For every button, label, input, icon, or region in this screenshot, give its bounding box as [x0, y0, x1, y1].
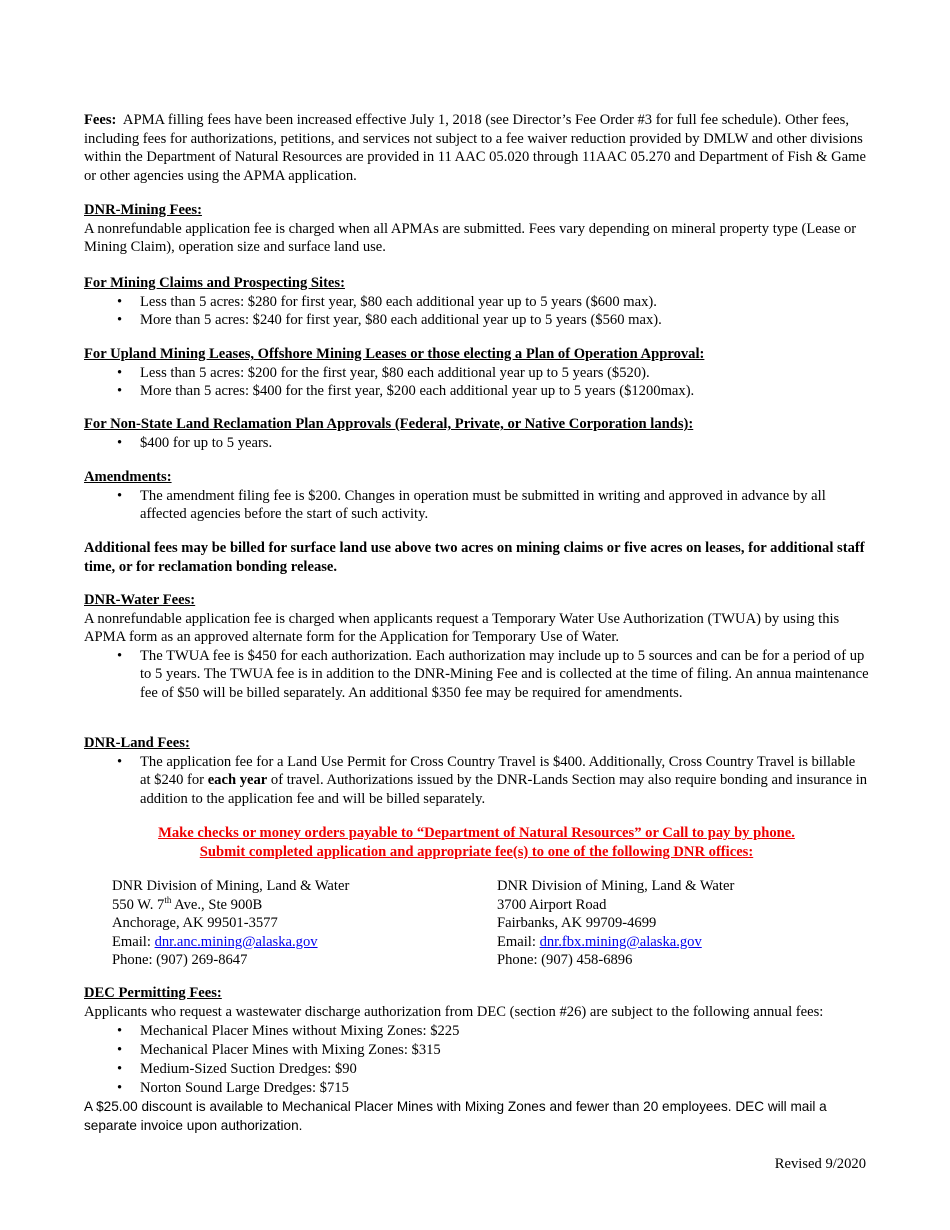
office-email: Email: dnr.fbx.mining@alaska.gov — [497, 933, 702, 950]
mining-heading: DNR-Mining Fees: — [84, 202, 202, 218]
office-city: Fairbanks, AK 99709-4699 — [497, 915, 657, 931]
list-item: • Medium-Sized Suction Dredges: $90 — [84, 1060, 869, 1079]
fees-paragraph: Fees: APMA filling fees have been increased effective July 1, 2018 (see Director’s Fee Order #3 for full fee schedule). Other fees, including fees for authorizations, petitions, and services not subject to a fee waiver reduction provided by DMLW and other divisions within the Department of Natural Resources are provided in 11 AAC 05.020 through 11AAC 05.270 and Department of Fish & Game or other agencies using the APMA application. — [84, 112, 866, 184]
water-heading: DNR-Water Fees: — [84, 592, 196, 608]
office-name: DNR Division of Mining, Land & Water — [497, 878, 735, 894]
upland-heading: For Upland Mining Leases, Offshore Mining Leases or those electing a Plan of Operation Approval: — [84, 346, 705, 362]
claims-section — [84, 274, 869, 330]
office-street: 3700 Airport Road — [497, 896, 607, 913]
list-item: • The TWUA fee is $450 for each authorization. Each authorization may include up to 5 sources and can be for a period of up to 5 years. The TWUA fee is in addition to the DNR-Mining Fee and is collected at the time of filing. An annua maintenance fee of $50 will be billed separately. An additional $350 fee may be required for amendments. — [84, 647, 869, 703]
email-link[interactable]: dnr.fbx.mining@alaska.gov — [539, 933, 702, 950]
submit-notice-line: Submit completed application and appropriate fee(s) to one of the following DNR offices: — [199, 843, 754, 860]
amendments-heading: Amendments: — [84, 469, 172, 485]
additional-fees-note: Additional fees may be billed for surface land use above two acres on mining claims or five acres on leases, for additional staff time, or for reclamation bonding release. — [84, 540, 865, 575]
list-item: • Norton Sound Large Dredges: $715 — [84, 1079, 869, 1098]
office-city: Anchorage, AK 99501-3577 — [112, 915, 278, 931]
claims-heading: For Mining Claims and Prospecting Sites: — [84, 275, 345, 291]
revised-date: Revised 9/2020 — [774, 1156, 866, 1172]
office-email: Email: dnr.anc.mining@alaska.gov — [112, 933, 318, 950]
water-text: A nonrefundable application fee is charged when applicants request a Temporary Water Use Authorization (TWUA) by using this APMA form as an approved alternate form for the Application for Temporary Use of Water. — [84, 610, 840, 645]
land-heading: DNR-Land Fees: — [84, 735, 190, 751]
nonstate-heading: For Non-State Land Reclamation Plan Approvals (Federal, Private, or Native Corporation lands): — [84, 416, 694, 432]
list-item: • Mechanical Placer Mines with Mixing Zones: $315 — [84, 1041, 869, 1060]
land-section — [84, 734, 869, 808]
payment-notice-line: Make checks or money orders payable to “Department of Natural Resources” or Call to pay by phone. — [158, 825, 795, 841]
list-item: • The application fee for a Land Use Permit for Cross Country Travel is $400. Additionally, Cross Country Travel is billable at $240 for each year of travel. Authorizations issued by the DNR-Lands Section may also require bonding and insurance in addition to the application fee and will be billed separately. — [84, 753, 869, 809]
office-name: DNR Division of Mining, Land & Water — [112, 878, 350, 894]
list-item: • Less than 5 acres: $200 for the first year, $80 each additional year up to 5 years ($520). — [84, 364, 869, 383]
office-street: 550 W. 7th Ave., Ste 900B — [112, 894, 263, 913]
list-item: • More than 5 acres: $240 for first year, $80 each additional year up to 5 years ($560 max). — [84, 311, 869, 330]
dec-heading: DEC Permitting Fees: — [84, 985, 222, 1001]
upland-section — [84, 345, 869, 401]
list-item: • The amendment filing fee is $200. Changes in operation must be submitted in writing and approved in advance by all affected agencies before the start of such activity. — [84, 487, 869, 524]
list-item: • Less than 5 acres: $280 for first year, $80 each additional year up to 5 years ($600 max). — [84, 293, 869, 312]
list-item: • More than 5 acres: $400 for the first year, $200 each additional year up to 5 years ($1200max). — [84, 382, 869, 401]
payment-notice — [84, 824, 869, 861]
mining-text: A nonrefundable application fee is charged when all APMAs are submitted. Fees vary depending on mineral property type (Lease or Mining Claim), operation size and surface land use. — [84, 220, 857, 255]
fairbanks-office — [497, 877, 857, 970]
mining-section — [84, 201, 869, 257]
list-item: • Mechanical Placer Mines without Mixing Zones: $225 — [84, 1022, 869, 1041]
office-phone: Phone: (907) 458-6896 — [497, 952, 633, 968]
office-phone: Phone: (907) 269-8647 — [112, 952, 248, 968]
dec-discount-note: A $25.00 discount is available to Mechanical Placer Mines with Mixing Zones and fewer than 20 employees. DEC will mail a separate invoice upon authorization. — [84, 1099, 827, 1133]
dec-section — [84, 984, 869, 1135]
anchorage-office — [112, 877, 472, 970]
list-item: • $400 for up to 5 years. — [84, 434, 869, 453]
email-link[interactable]: dnr.anc.mining@alaska.gov — [154, 933, 318, 950]
water-section — [84, 591, 869, 702]
nonstate-section — [84, 415, 869, 452]
dec-text: Applicants who request a wastewater discharge authorization from DEC (section #26) are subject to the following annual fees: — [84, 1003, 824, 1020]
amendments-section — [84, 468, 869, 524]
